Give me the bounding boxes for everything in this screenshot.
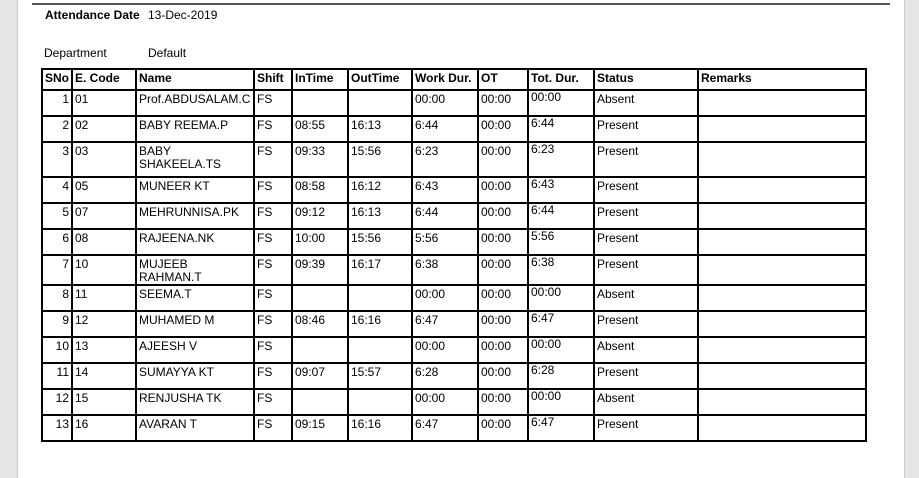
ecode-cell: 10 [72, 255, 136, 285]
work-dur-cell: 6:38 [412, 255, 478, 285]
department-value: Default [148, 46, 187, 60]
ot-cell: 00:00 [478, 363, 528, 389]
tot-dur-value: 00:00 [531, 337, 562, 351]
table-row [42, 415, 866, 441]
intime-cell: 09:15 [292, 415, 348, 441]
ecode-cell: 01 [72, 90, 136, 116]
ecode-cell: 02 [72, 116, 136, 142]
status-cell: Present [594, 116, 698, 142]
tot-dur-value: 5:56 [531, 229, 555, 243]
tot-dur-cell [528, 389, 594, 415]
table-row [42, 203, 866, 229]
department-label: Department [44, 46, 107, 60]
sno-cell: 2 [42, 116, 72, 142]
outtime-cell: 16:12 [348, 177, 412, 203]
outtime-header: OutTime [348, 69, 412, 90]
remarks-cell [698, 311, 866, 337]
table-row [42, 337, 866, 363]
ot-cell: 00:00 [478, 311, 528, 337]
work-dur-cell: 6:28 [412, 363, 478, 389]
remarks-cell [698, 337, 866, 363]
intime-cell: 08:46 [292, 311, 348, 337]
status-header: Status [594, 69, 698, 90]
shift-cell: FS [254, 90, 292, 116]
ecode-cell: 16 [72, 415, 136, 441]
shift-cell: FS [254, 311, 292, 337]
intime-cell [292, 389, 348, 415]
name-cell: RAJEENA.NK [136, 229, 254, 255]
intime-cell: 09:33 [292, 142, 348, 177]
outtime-cell [348, 337, 412, 363]
outtime-cell [348, 90, 412, 116]
tot-dur-value: 6:28 [531, 363, 555, 377]
tot-dur-cell [528, 285, 594, 311]
ot-cell: 00:00 [478, 142, 528, 177]
table-row [42, 90, 866, 116]
shift-cell: FS [254, 389, 292, 415]
tot-dur-cell [528, 363, 594, 389]
table-row [42, 285, 866, 311]
ot-cell: 00:00 [478, 229, 528, 255]
status-cell: Present [594, 203, 698, 229]
work-dur-cell: 6:44 [412, 203, 478, 229]
remarks-header: Remarks [698, 69, 866, 90]
ot-header: OT [478, 69, 528, 90]
work-dur-cell: 5:56 [412, 229, 478, 255]
header-row [42, 69, 866, 90]
ecode-cell: 14 [72, 363, 136, 389]
sno-cell: 8 [42, 285, 72, 311]
table-row [42, 229, 866, 255]
shift-cell: FS [254, 142, 292, 177]
ot-cell: 00:00 [478, 337, 528, 363]
shift-cell: FS [254, 285, 292, 311]
sno-cell: 3 [42, 142, 72, 177]
ot-cell: 00:00 [478, 285, 528, 311]
name-cell: BABY SHAKEELA.TS [136, 142, 254, 177]
ot-cell: 00:00 [478, 116, 528, 142]
remarks-cell [698, 285, 866, 311]
tot-dur-cell [528, 337, 594, 363]
ecode-header: E. Code [72, 69, 136, 90]
name-cell: AVARAN T [136, 415, 254, 441]
shift-cell: FS [254, 415, 292, 441]
ecode-cell: 11 [72, 285, 136, 311]
ot-cell: 00:00 [478, 255, 528, 285]
intime-cell: 09:39 [292, 255, 348, 285]
status-cell: Present [594, 142, 698, 177]
ecode-cell: 15 [72, 389, 136, 415]
work-dur-cell: 00:00 [412, 285, 478, 311]
shift-cell: FS [254, 229, 292, 255]
intime-cell [292, 337, 348, 363]
shift-cell: FS [254, 337, 292, 363]
remarks-cell [698, 116, 866, 142]
sno-cell: 6 [42, 229, 72, 255]
intime-cell: 08:58 [292, 177, 348, 203]
intime-cell [292, 90, 348, 116]
remarks-cell [698, 177, 866, 203]
work-dur-cell: 6:23 [412, 142, 478, 177]
ecode-cell: 12 [72, 311, 136, 337]
ecode-cell: 03 [72, 142, 136, 177]
remarks-cell [698, 415, 866, 441]
sno-cell: 9 [42, 311, 72, 337]
status-cell: Present [594, 255, 698, 285]
sno-cell: 12 [42, 389, 72, 415]
intime-cell: 10:00 [292, 229, 348, 255]
table-row [42, 363, 866, 389]
intime-cell [292, 285, 348, 311]
remarks-cell [698, 363, 866, 389]
intime-cell: 09:07 [292, 363, 348, 389]
work-dur-cell: 6:47 [412, 415, 478, 441]
status-cell: Present [594, 363, 698, 389]
sno-cell: 10 [42, 337, 72, 363]
intime-header: InTime [292, 69, 348, 90]
table-row [42, 142, 866, 177]
tot-dur-cell [528, 255, 594, 285]
remarks-cell [698, 90, 866, 116]
ot-cell: 00:00 [478, 415, 528, 441]
table-row [42, 116, 866, 142]
outtime-cell: 16:16 [348, 415, 412, 441]
tot-dur-value: 00:00 [531, 389, 562, 403]
tot-dur-value: 00:00 [531, 285, 562, 299]
intime-cell: 08:55 [292, 116, 348, 142]
ecode-cell: 13 [72, 337, 136, 363]
work-dur-cell: 6:43 [412, 177, 478, 203]
work-dur-cell: 6:47 [412, 311, 478, 337]
name-cell: MUNEER KT [136, 177, 254, 203]
outtime-cell: 15:56 [348, 229, 412, 255]
outtime-cell [348, 389, 412, 415]
work-dur-cell: 00:00 [412, 337, 478, 363]
sno-cell: 4 [42, 177, 72, 203]
work-dur-cell: 6:44 [412, 116, 478, 142]
remarks-cell [698, 389, 866, 415]
shift-header: Shift [254, 69, 292, 90]
work-dur-cell: 00:00 [412, 389, 478, 415]
shift-cell: FS [254, 116, 292, 142]
work-dur-header: Work Dur. [412, 69, 478, 90]
tot-dur-value: 6:47 [531, 415, 555, 429]
sno-cell: 11 [42, 363, 72, 389]
attendance-table [41, 68, 867, 442]
name-cell: RENJUSHA TK [136, 389, 254, 415]
report-page [17, 0, 905, 478]
table-row [42, 389, 866, 415]
ecode-cell: 08 [72, 229, 136, 255]
sno-cell: 1 [42, 90, 72, 116]
ecode-cell: 07 [72, 203, 136, 229]
name-cell: MEHRUNNISA.PK [136, 203, 254, 229]
remarks-cell [698, 229, 866, 255]
ot-cell: 00:00 [478, 203, 528, 229]
ot-cell: 00:00 [478, 90, 528, 116]
name-cell: BABY REEMA.P [136, 116, 254, 142]
tot-dur-value: 00:00 [531, 90, 562, 104]
table-row [42, 311, 866, 337]
name-cell: SUMAYYA KT [136, 363, 254, 389]
outtime-cell: 16:13 [348, 116, 412, 142]
tot-dur-cell [528, 229, 594, 255]
name-cell: Prof.ABDUSALAM.C [136, 90, 254, 116]
outtime-cell: 15:57 [348, 363, 412, 389]
tot-dur-value: 6:47 [531, 311, 555, 325]
tot-dur-value: 6:44 [531, 116, 555, 130]
status-cell: Present [594, 415, 698, 441]
outtime-cell: 16:13 [348, 203, 412, 229]
tot-dur-cell [528, 415, 594, 441]
name-cell: MUJEEB RAHMAN.T [136, 255, 254, 285]
status-cell: Absent [594, 389, 698, 415]
tot-dur-header: Tot. Dur. [528, 69, 594, 90]
attendance-date-label: Attendance Date [45, 8, 140, 22]
tot-dur-cell [528, 177, 594, 203]
name-cell: SEEMA.T [136, 285, 254, 311]
ecode-cell: 05 [72, 177, 136, 203]
shift-cell: FS [254, 177, 292, 203]
remarks-cell [698, 255, 866, 285]
remarks-cell [698, 203, 866, 229]
outtime-cell: 16:16 [348, 311, 412, 337]
name-cell: MUHAMED M [136, 311, 254, 337]
shift-cell: FS [254, 363, 292, 389]
status-cell: Present [594, 177, 698, 203]
shift-cell: FS [254, 203, 292, 229]
tot-dur-cell [528, 142, 594, 177]
status-cell: Absent [594, 90, 698, 116]
table-row [42, 255, 866, 285]
attendance-date-value: 13-Dec-2019 [148, 8, 218, 22]
outtime-cell [348, 285, 412, 311]
tot-dur-cell [528, 90, 594, 116]
status-cell: Present [594, 311, 698, 337]
status-cell: Present [594, 229, 698, 255]
top-divider [32, 3, 890, 5]
status-cell: Absent [594, 337, 698, 363]
sno-cell: 13 [42, 415, 72, 441]
name-header: Name [136, 69, 254, 90]
tot-dur-value: 6:38 [531, 255, 555, 269]
outtime-cell: 15:56 [348, 142, 412, 177]
work-dur-cell: 00:00 [412, 90, 478, 116]
sno-cell: 7 [42, 255, 72, 285]
ot-cell: 00:00 [478, 389, 528, 415]
sno-cell: 5 [42, 203, 72, 229]
name-cell: AJEESH V [136, 337, 254, 363]
outtime-cell: 16:17 [348, 255, 412, 285]
tot-dur-value: 6:43 [531, 177, 555, 191]
intime-cell: 09:12 [292, 203, 348, 229]
status-cell: Absent [594, 285, 698, 311]
ot-cell: 00:00 [478, 177, 528, 203]
remarks-cell [698, 142, 866, 177]
tot-dur-cell [528, 311, 594, 337]
tot-dur-cell [528, 116, 594, 142]
table-row [42, 177, 866, 203]
tot-dur-cell [528, 203, 594, 229]
shift-cell: FS [254, 255, 292, 285]
tot-dur-value: 6:44 [531, 203, 555, 217]
sno-header: SNo [42, 69, 72, 90]
tot-dur-value: 6:23 [531, 142, 555, 156]
